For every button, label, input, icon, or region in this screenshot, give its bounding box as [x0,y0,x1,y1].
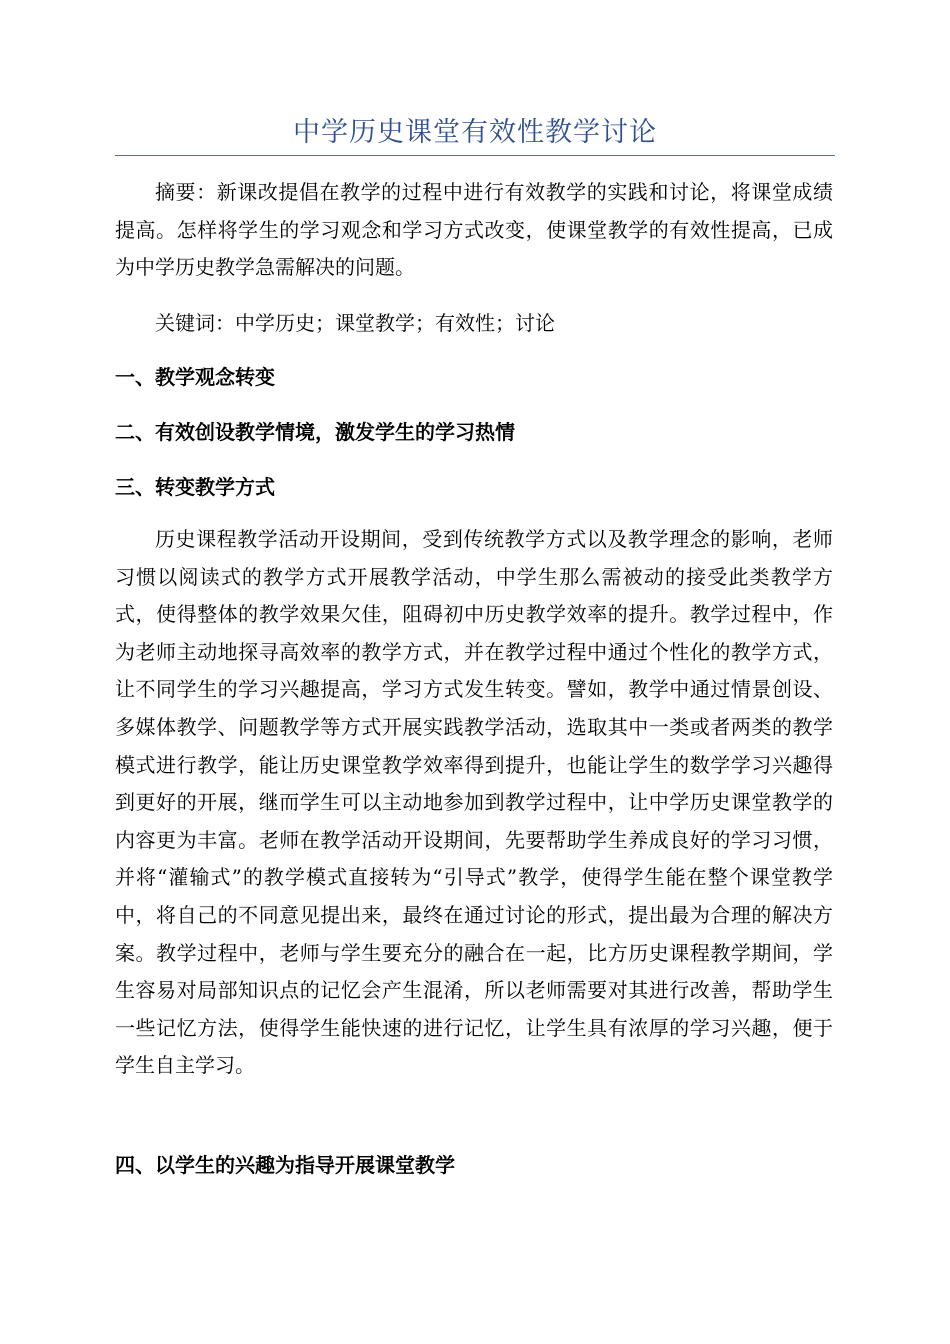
abstract-paragraph: 摘要：新课改提倡在教学的过程中进行有效教学的实践和讨论，将课堂成绩提高。怎样将学生的学习观念和学习方式改变，使课堂教学的有效性提高，已成为中学历史教学急需解决的问题。 [115,180,833,280]
section-heading-4: 四、以学生的兴趣为指导开展课堂教学 [115,1153,455,1177]
document-title: 中学历史课堂有效性教学讨论 [293,117,657,148]
section-heading-1: 一、教学观念转变 [115,365,275,389]
title-underline [115,155,835,156]
section-heading-3: 三、转变教学方式 [115,475,275,499]
section-heading-2: 二、有效创设教学情境，激发学生的学习热情 [115,420,515,444]
keywords-line: 关键词：中学历史；课堂教学；有效性；讨论 [155,311,555,335]
section-3-paragraph: 历史课程教学活动开设期间，受到传统教学方式以及教学理念的影响，老师习惯以阅读式的教学方式开展教学活动，中学生那么需被动的接受此类教学方式，使得整体的教学效果欠佳，阻碍初中历史教学效率的提升。教学过程中，作为老师主动地探寻高效率的教学方式，并在教学过程中通过个性化的教学方式，让不同学生的学习兴趣提高，学习方式发生转变。譬如，教学中通过情景创设、多媒体教学、问题教学等方式开展实践教学活动，选取其中一类或者两类的教学模式进行教学，能让历史课堂教学效率得到提升，也能让学生的数学学习兴趣得到更好的开展，继而学生可以主动地参加到教学过程中，让中学历史课堂教学的内容更为丰富。老师在教学活动开设期间，先要帮助学生养成良好的学习习惯，并将“灌输式”的教学模式直接转为“引导式”教学，使得学生能在整个课堂教学中，将自己的不同意见提出来，最终在通过讨论的形式，提出最为合理的解决方案。教学过程中，老师与学生要充分的融合在一起，比方历史课程教学期间，学生容易对局部知识点的记忆会产生混淆，所以老师需要对其进行改善，帮助学生一些记忆方法，使得学生能快速的进行记忆，让学生具有浓厚的学习兴趣，便于学生自主学习。 [115,527,833,1078]
